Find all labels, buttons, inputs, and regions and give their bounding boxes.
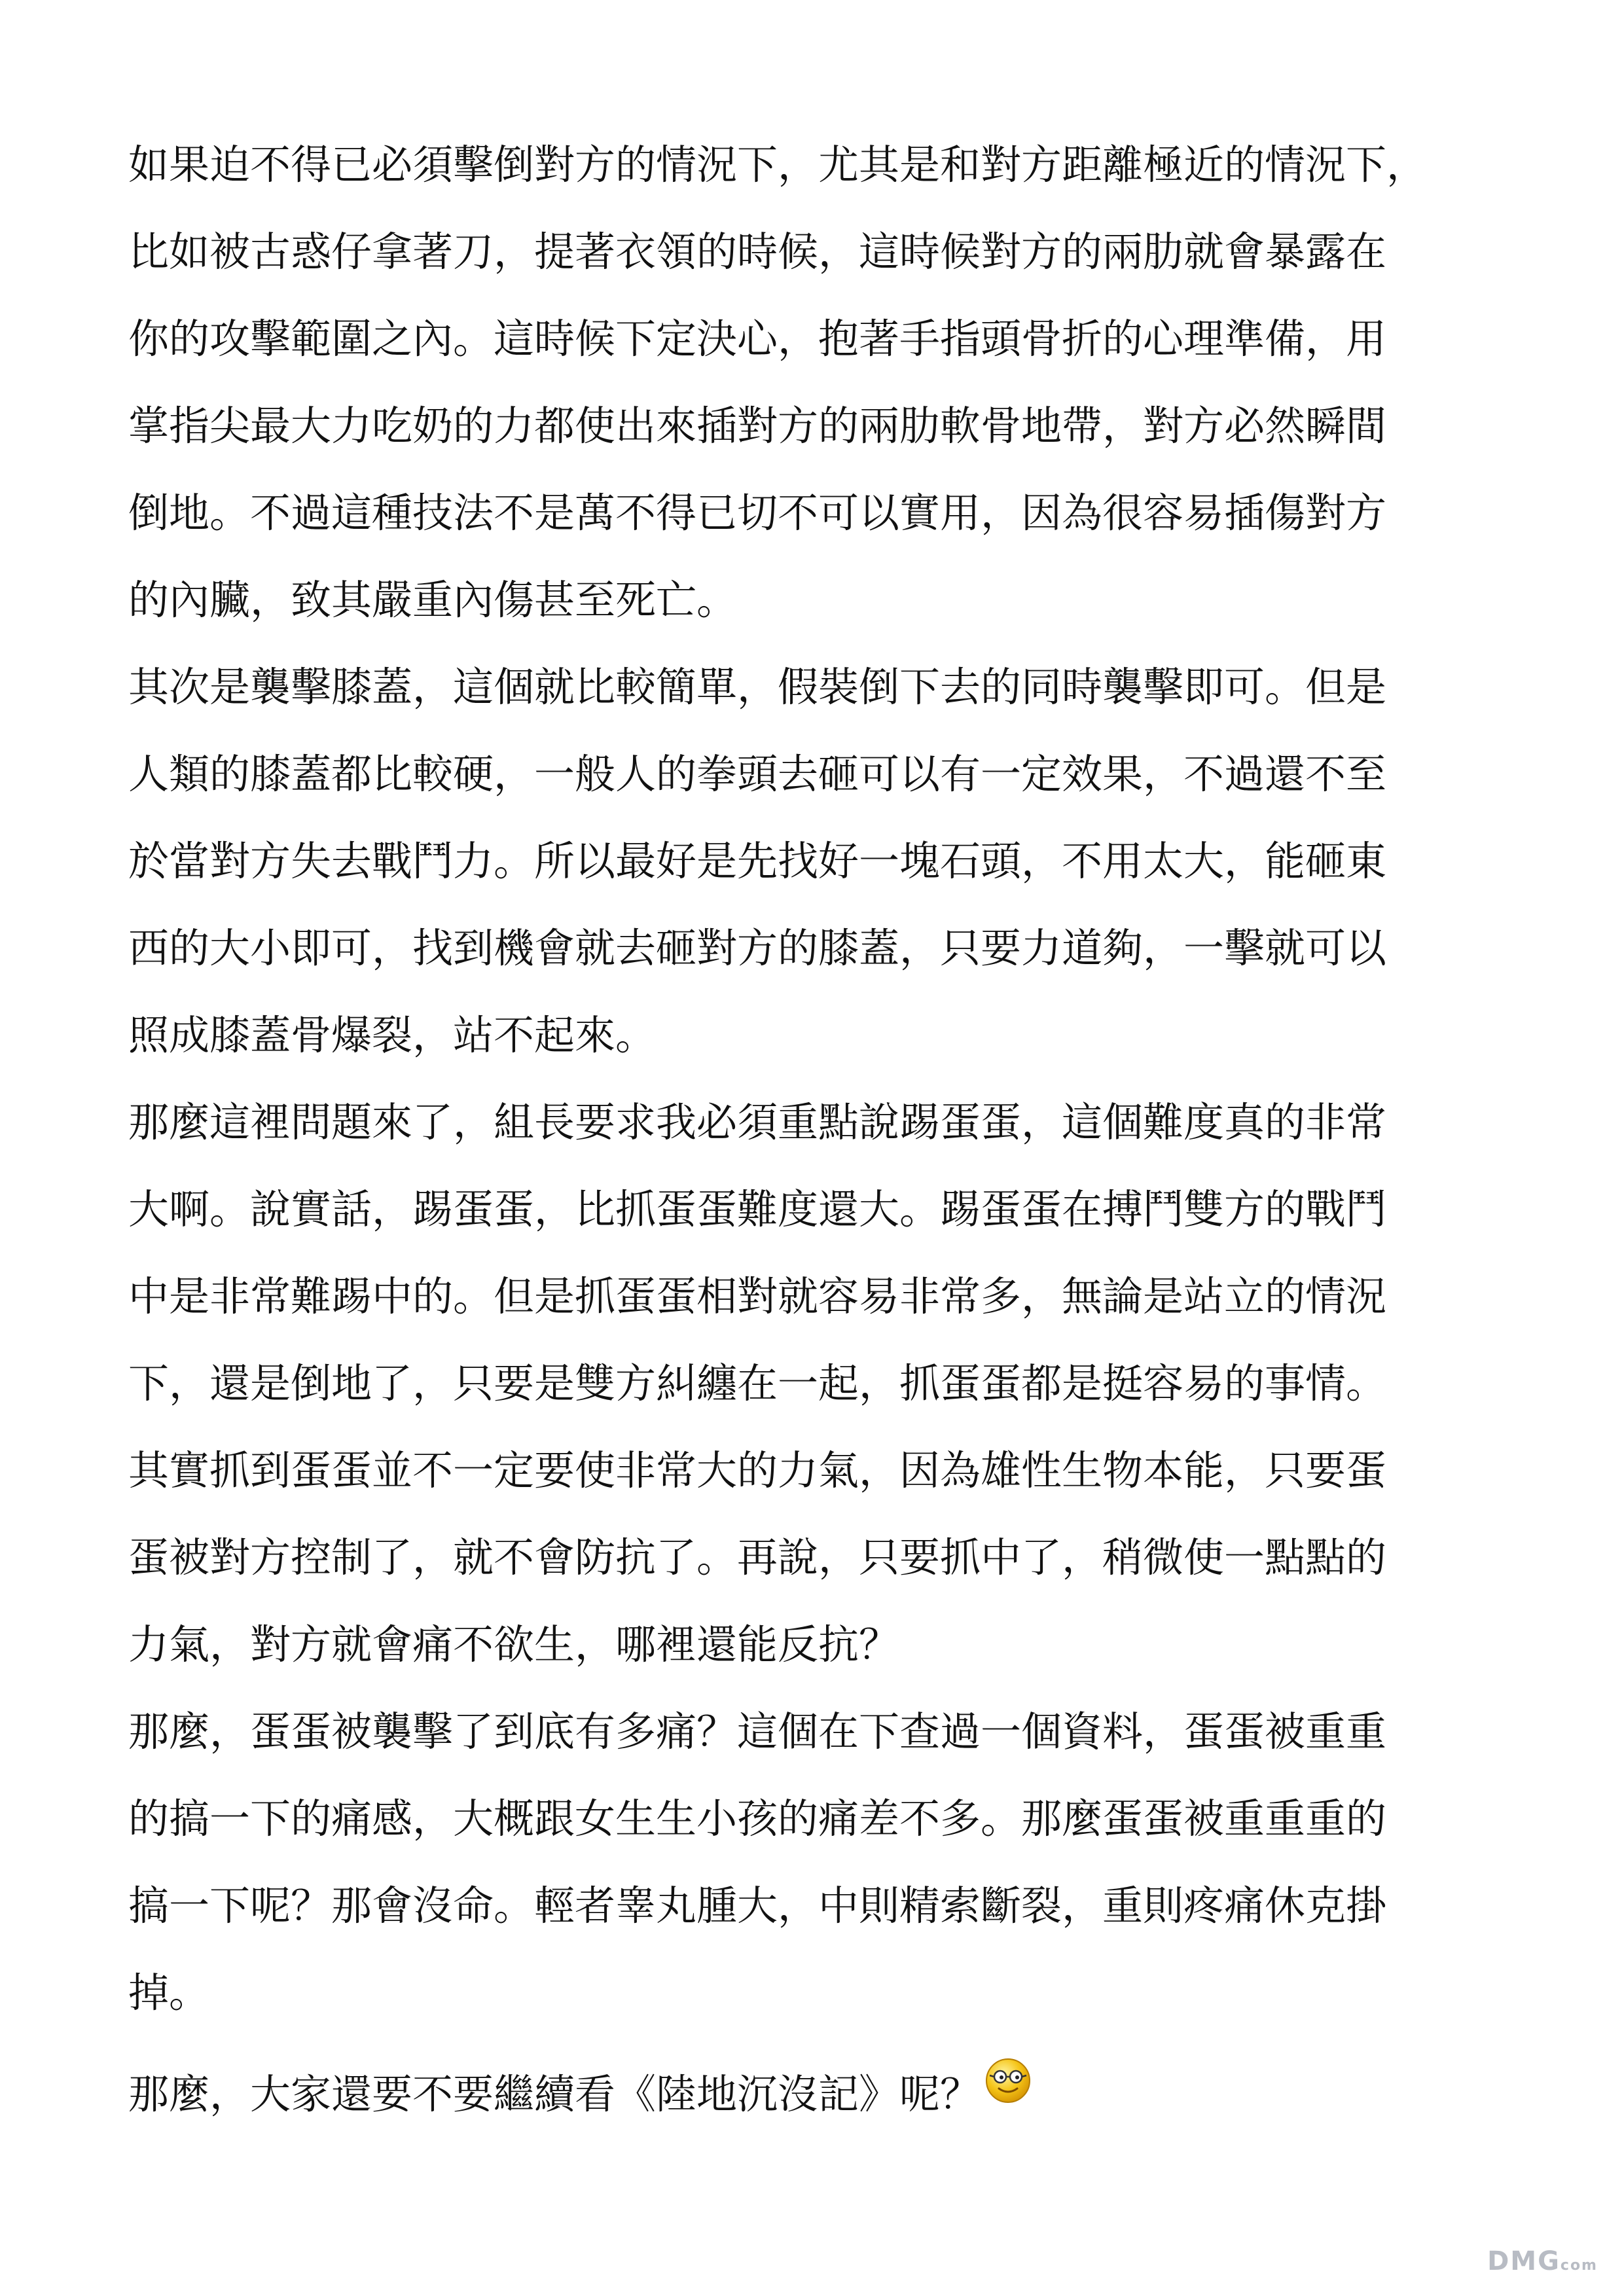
text-line: 掉。 (128, 1969, 210, 2017)
text-line: 你的攻擊範圍之內。這時候下定決心，抱著手指頭骨折的心理準備，用 (128, 315, 1387, 363)
closing-line-text: 那麼，大家還要不要繼續看《陸地沉沒記》呢？ (128, 2070, 981, 2118)
watermark-main: DMG (1487, 2246, 1561, 2276)
text-line: 如果迫不得已必須擊倒對方的情況下，尤其是和對方距離極近的情況下， (128, 141, 1428, 188)
closing-line (128, 2051, 1529, 2138)
text-line: 掌指尖最大力吃奶的力都使出來插對方的兩肋軟骨地帶，對方必然瞬間 (128, 402, 1387, 450)
text-line: 倒地。不過這種技法不是萬不得已切不可以實用，因為很容易插傷對方 (128, 489, 1387, 537)
text-line: 於當對方失去戰鬥力。所以最好是先找好一塊石頭，不用太大，能砸東 (128, 837, 1387, 885)
text-line: 其次是襲擊膝蓋，這個就比較簡單，假裝倒下去的同時襲擊即可。但是 (128, 663, 1387, 711)
text-line: 西的大小即可，找到機會就去砸對方的膝蓋，只要力道夠，一擊就可以 (128, 924, 1387, 972)
site-watermark (1487, 2246, 1598, 2276)
text-line: 的搞一下的痛感，大概跟女生生小孩的痛差不多。那麼蛋蛋被重重重的 (128, 1795, 1387, 1842)
text-line: 力氣，對方就會痛不欲生，哪裡還能反抗？ (128, 1621, 900, 1668)
text-line: 那麼這裡問題來了，組長要求我必須重點說踢蛋蛋，這個難度真的非常 (128, 1098, 1387, 1146)
article-body (128, 121, 1529, 2138)
text-line: 大啊。說實話，踢蛋蛋，比抓蛋蛋難度還大。踢蛋蛋在搏鬥雙方的戰鬥 (128, 1185, 1387, 1233)
text-line: 蛋被對方控制了，就不會防抗了。再說，只要抓中了，稍微使一點點的 (128, 1534, 1387, 1581)
text-line: 的內臟，致其嚴重內傷甚至死亡。 (128, 576, 738, 624)
text-line: 比如被古惑仔拿著刀，提著衣領的時候，這時候對方的兩肋就會暴露在 (128, 228, 1387, 276)
grinning-glasses-smiley-icon (984, 2057, 1032, 2104)
text-line: 下，還是倒地了，只要是雙方糾纏在一起，抓蛋蛋都是挺容易的事情。 (128, 1359, 1387, 1407)
text-line: 照成膝蓋骨爆裂，站不起來。 (128, 1011, 657, 1059)
text-line: 其實抓到蛋蛋並不一定要使非常大的力氣，因為雄性生物本能，只要蛋 (128, 1446, 1387, 1494)
watermark-suffix: com (1560, 2257, 1598, 2274)
text-line: 那麼，蛋蛋被襲擊了到底有多痛？這個在下查過一個資料，蛋蛋被重重 (128, 1708, 1387, 1755)
text-line: 人類的膝蓋都比較硬，一般人的拳頭去砸可以有一定效果，不過還不至 (128, 750, 1387, 798)
text-line: 中是非常難踢中的。但是抓蛋蛋相對就容易非常多，無論是站立的情況 (128, 1272, 1387, 1320)
text-line: 搞一下呢？那會沒命。輕者睾丸腫大，中則精索斷裂，重則疼痛休克掛 (128, 1882, 1387, 1929)
